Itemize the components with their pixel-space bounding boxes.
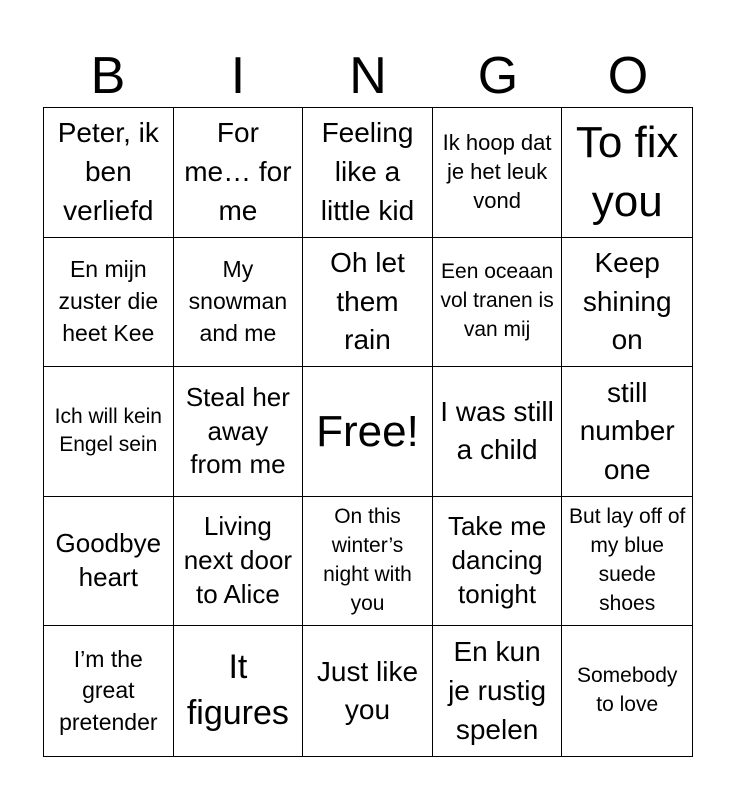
bingo-cell[interactable] (44, 497, 174, 627)
cell-text: Somebody to love (576, 664, 678, 717)
cell-text: To fix you (575, 117, 679, 227)
header-letter-g: G (477, 47, 519, 105)
cell-text: Een oceaan vol tranen is van mij (440, 260, 554, 342)
cell-text: still number one (579, 376, 675, 485)
cell-text: Free! (316, 406, 419, 456)
cell-text: Living next door to Alice (183, 511, 293, 609)
bingo-cell[interactable] (562, 497, 692, 627)
header-letter-n: N (349, 47, 387, 105)
bingo-cell[interactable] (303, 497, 433, 627)
bingo-cell[interactable] (303, 108, 433, 238)
bingo-cell[interactable] (433, 626, 563, 756)
cell-text: Ik hoop dat je het leuk vond (442, 130, 552, 213)
cell-text: En mijn zuster die heet Kee (58, 256, 159, 346)
cell-text: I was still a child (440, 395, 554, 466)
bingo-cell[interactable] (433, 497, 563, 627)
cell-text: Ich will kein Engel sein (54, 404, 162, 457)
cell-text: My snowman and me (188, 256, 288, 346)
cell-text: Peter, ik ben verliefd (57, 117, 159, 226)
cell-text: Goodbye heart (55, 528, 162, 593)
bingo-cell[interactable] (562, 238, 692, 368)
bingo-header (43, 46, 693, 106)
bingo-cell[interactable] (174, 367, 304, 497)
cell-text: Oh let them rain (330, 246, 405, 356)
bingo-cell[interactable] (562, 108, 692, 238)
cell-text: Just like you (316, 655, 419, 726)
bingo-cell[interactable] (433, 238, 563, 368)
bingo-cell[interactable] (433, 367, 563, 497)
header-letter-b: B (90, 47, 126, 105)
cell-text: En kun je rustig spelen (448, 636, 547, 745)
bingo-cell[interactable] (44, 238, 174, 368)
bingo-cell[interactable] (562, 626, 692, 756)
cell-text: It figures (186, 648, 289, 733)
bingo-cell[interactable] (44, 626, 174, 756)
cell-text: Take me dancing tonight (447, 511, 547, 609)
cell-text: For me… for me (184, 117, 292, 226)
cell-text: Keep shining on (582, 246, 672, 356)
cell-text: Feeling like a little kid (320, 117, 415, 226)
bingo-cell[interactable] (562, 367, 692, 497)
bingo-cell[interactable] (44, 108, 174, 238)
bingo-cell[interactable] (174, 238, 304, 368)
cell-text: On this winter’s night with you (323, 505, 412, 616)
bingo-cell[interactable] (433, 108, 563, 238)
bingo-cell[interactable] (303, 626, 433, 756)
free-space[interactable] (303, 367, 433, 497)
bingo-cell[interactable] (174, 497, 304, 627)
bingo-cell[interactable] (174, 626, 304, 756)
header-letter-o: O (607, 47, 649, 105)
cell-text: But lay off of my blue suede shoes (569, 505, 686, 616)
bingo-cell[interactable] (303, 238, 433, 368)
bingo-board (43, 107, 693, 757)
bingo-cell[interactable] (174, 108, 304, 238)
cell-text: I’m the great pretender (59, 645, 158, 736)
header-letter-i: I (230, 47, 246, 105)
bingo-cell[interactable] (44, 367, 174, 497)
cell-text: Steal her away from me (185, 381, 290, 480)
